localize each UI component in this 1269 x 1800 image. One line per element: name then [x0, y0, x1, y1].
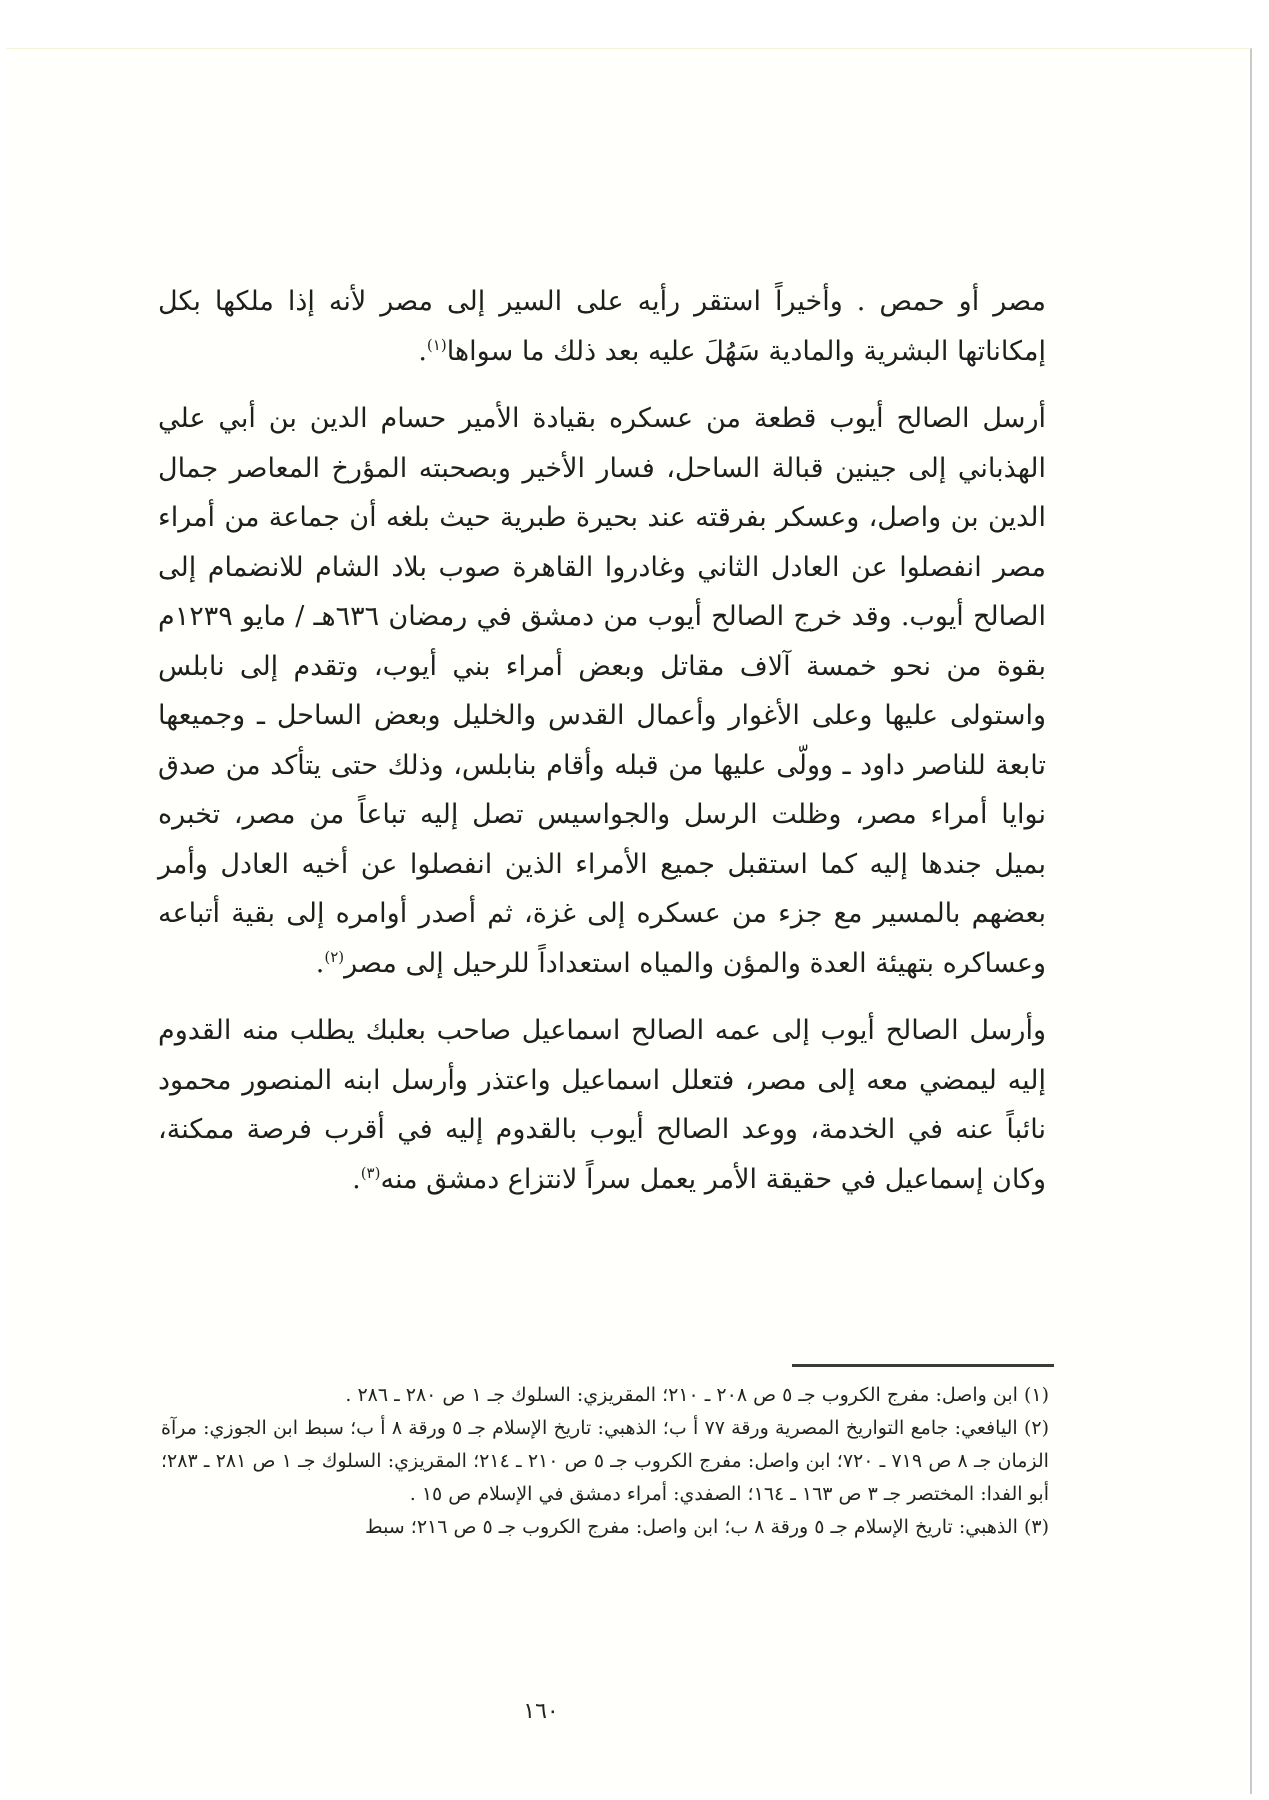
page-number: ١٦٠ [523, 1699, 559, 1724]
footnote-ref[interactable]: (٢) [324, 947, 345, 966]
page-sheet [6, 48, 1252, 1794]
paragraph-2 [158, 394, 1046, 988]
footnote-number: (١) [1023, 1384, 1049, 1406]
footnote-number: (٢) [1023, 1417, 1050, 1439]
footnote-ref[interactable]: (٣) [360, 1163, 381, 1182]
paragraph-text: وأرسل الصالح أيوب إلى عمه الصالح اسماعيل صاحب بعلبك يطلب منه القدوم إليه ليمضي معه إلى مصر، فتعلل اسماعيل واعتذر وأرسل ابنه المنصور محمود نائباً عنه في الخدمة، ووعد الصالح أيوب بالقدوم إليه في أقرب فرصة ممكنة، وكان إسماعيل في حقيقة الأمر يعمل سراً لانتزاع دمشق منه [158, 1015, 1046, 1195]
paragraph-1 [158, 277, 1046, 376]
footnote-text: ابن واصل: مفرج الكروب جـ ٥ ص ٢٠٨ ـ ٢١٠؛ المقريزي: السلوك جـ ١ ص ٢٨٠ ـ ٢٨٦ . [345, 1384, 1018, 1406]
footnote-3 [161, 1511, 1049, 1544]
paragraph-text: أرسل الصالح أيوب قطعة من عسكره بقيادة الأمير حسام الدين بن أبي علي الهذباني إلى جينين قبالة الساحل، فسار الأخير وبصحبته المؤرخ المعاصر جمال الدين بن واصل، وعسكر بفرقته عند بحيرة طبرية حيث بلغه أن جماعة من أمراء مصر انفصلوا عن العادل الثاني وغادروا القاهرة صوب بلاد الشام للانضمام إلى الصالح أيوب. وقد خرج الصالح أيوب من دمشق في رمضان ٦٣٦هـ / مايو ١٢٣٩م بقوة من نحو خمسة آلاف مقاتل وبعض أمراء بني أيوب، وتقدم إلى نابلس واستولى عليها وعلى الأغوار وأعمال القدس والخليل وبعض الساحل ـ وجميعها تابعة للناصر داود ـ وولّى عليها من قبله وأقام بنابلس، وذلك حتى يتأكد من صدق نوايا أمراء مصر، وظلت الرسل والجواسيس تصل إليه تباعاً من مصر، تخبره بميل جندها إليه كما استقبل جميع الأمراء الذين انفصلوا عن أخيه العادل وأمر بعضهم بالمسير مع جزء من عسكره إلى غزة، ثم أصدر أوامره إلى بقية أتباعه وعساكره بتهيئة العدة والمؤن والمياه استعداداً للرحيل إلى مصر [158, 403, 1046, 979]
period: . [315, 947, 325, 979]
paragraph-text: مصر أو حمص . وأخيراً استقر رأيه على السير إلى مصر لأنه إذا ملكها بكل إمكاناتها البشرية والمادية سَهُلَ عليه بعد ذلك ما سواها [158, 286, 1046, 367]
footnote-separator [792, 1364, 1054, 1367]
footnotes [161, 1379, 1049, 1544]
body-text [158, 277, 1046, 1222]
period: . [352, 1163, 361, 1195]
paragraph-3 [158, 1006, 1046, 1204]
footnote-number: (٣) [1023, 1516, 1049, 1538]
footnote-ref[interactable]: (١) [426, 335, 447, 354]
footnote-1 [161, 1379, 1049, 1412]
period: . [418, 335, 427, 367]
footnote-text: اليافعي: جامع التواريخ المصرية ورقة ٧٧ أ ب؛ الذهبي: تاريخ الإسلام جـ ٥ ورقة ٨ أ ب؛ سبط ابن الجوزي: مرآة الزمان جـ ٨ ص ٧١٩ ـ ٧٢٠؛ ابن واصل: مفرج الكروب جـ ٥ ص ٢١٠ ـ ٢١٤؛ المقريزي: السلوك جـ ١ ص ٢٨١ ـ ٢٨٣؛ أبو الفدا: المختصر جـ ٣ ص ١٦٣ ـ ١٦٤؛ الصفدي: أمراء دمشق في الإسلام ص ١٥ . [161, 1417, 1049, 1505]
footnote-2 [161, 1412, 1049, 1511]
footnote-text: الذهبي: تاريخ الإسلام جـ ٥ ورقة ٨ ب؛ ابن واصل: مفرج الكروب جـ ٥ ص ٢١٦؛ سبط [365, 1516, 1018, 1538]
